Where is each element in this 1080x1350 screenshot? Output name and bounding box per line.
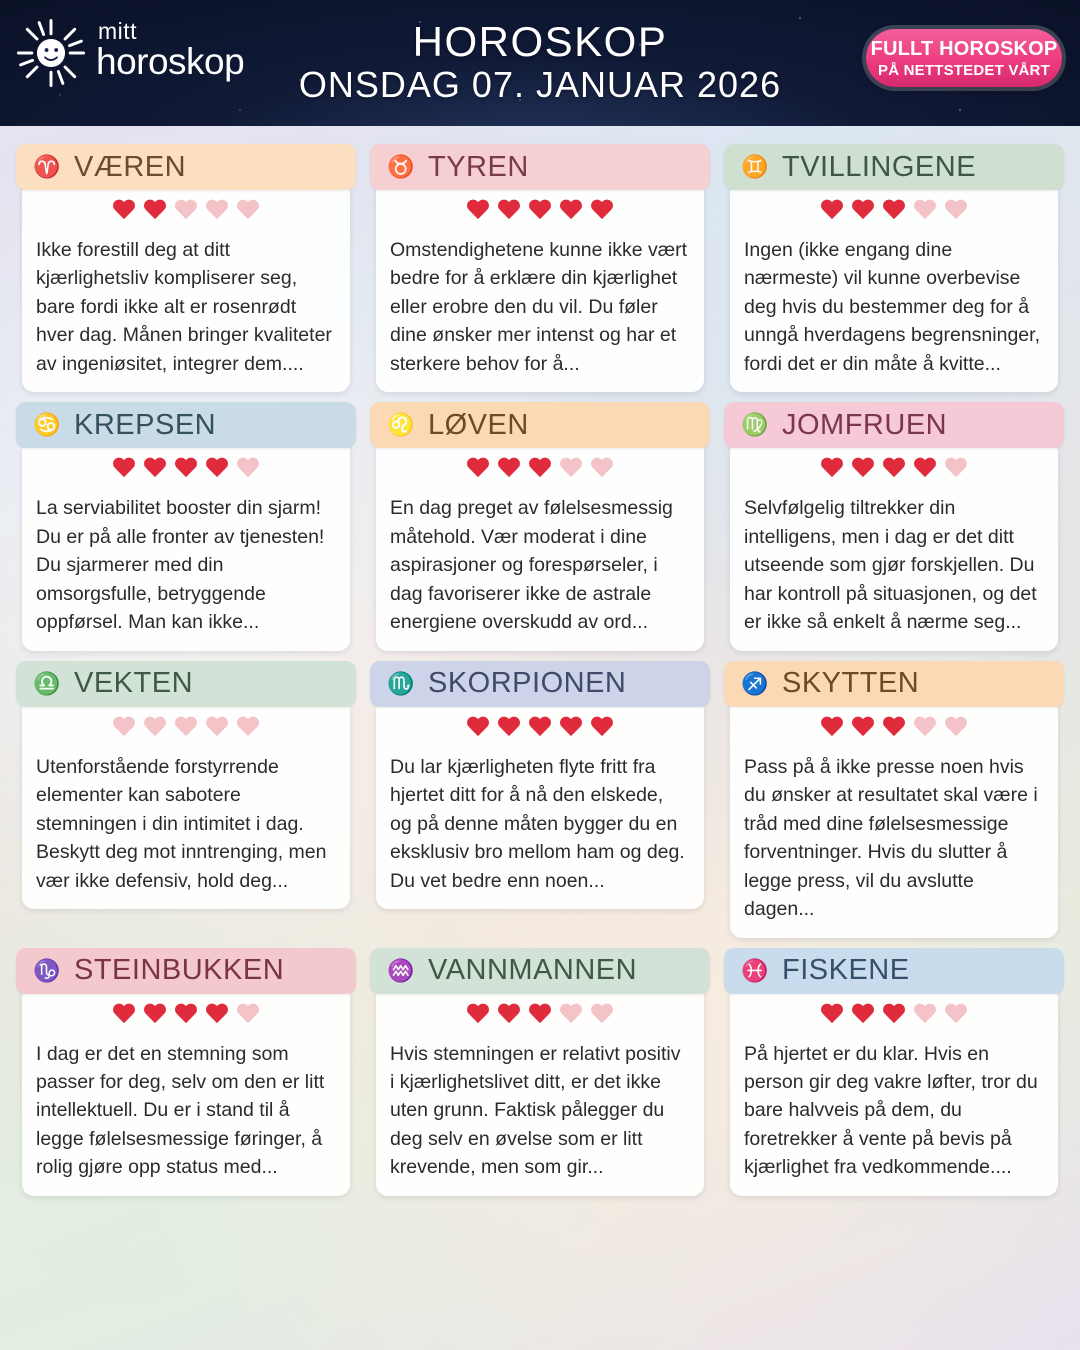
love-rating-heart [528, 200, 552, 222]
love-rating-heart [590, 1004, 614, 1026]
gemini-masks-icon: ♊ [741, 154, 769, 179]
love-rating [390, 1004, 690, 1026]
page-title: HOROSKOP [412, 18, 668, 65]
love-rating-heart [205, 717, 229, 739]
horoscope-text: Hvis stemningen er relativt positiv i kjærlighetslivet ditt, er det ikke uten grunn. Faktisk pålegger du deg selv en øvelse som er litt krevende, men som gir... [390, 1042, 681, 1179]
love-rating-heart [497, 717, 521, 739]
love-rating-heart [851, 1004, 875, 1026]
love-rating-heart [882, 1004, 906, 1026]
horoscope-text: I dag er det en stemning som passer for deg, selv om den er litt intellektuell. Du er i stand til å legge følelsesmessige føringer, å rolig gjøre opp status med... [36, 1042, 325, 1179]
sign-name: VÆREN [74, 150, 187, 183]
love-rating [36, 717, 336, 739]
love-rating-heart [143, 458, 167, 480]
love-rating-heart [466, 458, 490, 480]
love-rating-heart [174, 200, 198, 222]
horoscope-text: La serviabilitet booster din sjarm! Du er på alle fronter av tjenesten! Du sjarmerer med din omsorgsfulle, betryggende oppførsel. Man kan ikke... [36, 497, 325, 634]
horoscope-text: Ikke forestill deg at ditt kjærlighetsliv kompliserer seg, bare fordi ikke alt er rosenrødt hver dag. Månen bringer kvaliteter av ingeniøsitet, integrer dem.... [36, 239, 332, 375]
love-rating-heart [944, 200, 968, 222]
horoscope-card[interactable] [724, 948, 1064, 1196]
card-header[interactable] [724, 144, 1064, 190]
love-rating [744, 717, 1044, 739]
card-body [376, 699, 704, 909]
love-rating-heart [820, 458, 844, 480]
love-rating [36, 200, 336, 222]
card-body [22, 699, 350, 909]
love-rating-heart [944, 458, 968, 480]
horoscope-text: Utenforstående forstyrrende elementer kan sabotere stemningen i din intimitet i dag. Beskytt deg mot inntrenging, men vær ikke defensiv, hold deg... [36, 755, 327, 892]
love-rating-heart [913, 200, 937, 222]
card-header[interactable] [16, 144, 356, 190]
cta-line-2: PÅ NETTSTEDET VÅRT [878, 61, 1050, 79]
love-rating [744, 200, 1044, 222]
love-rating-heart [559, 458, 583, 480]
horoscope-text: Pass på å ikke presse noen hvis du ønsker at resultatet skal være i tråd med dine følelsesmessige forventninger. Hvis du slutter å legge press, vil du avslutte dagen... [744, 755, 1038, 921]
love-rating-heart [913, 717, 937, 739]
card-body [376, 986, 704, 1196]
love-rating-heart [112, 458, 136, 480]
love-rating [36, 458, 336, 480]
capricorn-goat-icon: ♑ [33, 957, 61, 983]
card-body [730, 699, 1058, 938]
sagittarius-bow-icon: ♐ [741, 670, 769, 696]
horoscope-card[interactable] [724, 144, 1064, 392]
card-header[interactable] [16, 402, 356, 448]
sign-name: VEKTEN [74, 667, 194, 700]
love-rating-heart [497, 458, 521, 480]
sign-name: JOMFRUEN [782, 408, 948, 441]
love-rating-heart [913, 458, 937, 480]
love-rating-heart [528, 1004, 552, 1026]
love-rating-heart [820, 717, 844, 739]
card-header[interactable] [724, 402, 1064, 448]
horoscope-card[interactable] [370, 402, 710, 650]
card-body [22, 182, 350, 392]
sign-name: SKYTTEN [782, 667, 920, 700]
sign-name: TYREN [428, 150, 529, 183]
love-rating-heart [851, 200, 875, 222]
card-body [730, 440, 1058, 650]
love-rating-heart [236, 1004, 260, 1026]
brand-line-1: mitt [98, 18, 138, 44]
love-rating-heart [882, 458, 906, 480]
love-rating-heart [882, 717, 906, 739]
card-body [730, 986, 1058, 1196]
page-header [0, 0, 1080, 126]
love-rating-heart [851, 458, 875, 480]
love-rating-heart [590, 717, 614, 739]
card-header[interactable] [724, 948, 1064, 994]
love-rating [36, 1004, 336, 1026]
card-header[interactable] [370, 144, 710, 190]
card-header[interactable] [370, 948, 710, 994]
love-rating-heart [590, 200, 614, 222]
horoscope-card[interactable] [370, 948, 710, 1196]
love-rating-heart [559, 200, 583, 222]
sign-name: KREPSEN [74, 408, 217, 441]
love-rating [744, 1004, 1044, 1026]
love-rating [744, 458, 1044, 480]
love-rating [390, 458, 690, 480]
cta-line-1: FULLT HOROSKOP [870, 37, 1058, 60]
card-body [376, 440, 704, 650]
love-rating-heart [590, 458, 614, 480]
leo-lion-icon: ♌ [387, 412, 415, 438]
horoscope-card[interactable] [724, 402, 1064, 650]
love-rating-heart [174, 458, 198, 480]
sign-name: TVILLINGENE [782, 150, 977, 183]
horoscope-card[interactable] [16, 144, 356, 392]
love-rating-heart [913, 1004, 937, 1026]
card-header[interactable] [370, 661, 710, 707]
love-rating-heart [851, 717, 875, 739]
horoscope-text: En dag preget av følelsesmessig måtehold. Vær moderat i dine aspirasjoner og forespørseler, i dag favoriserer ikke de astrale energiene overskudd av ord... [390, 497, 673, 634]
love-rating-heart [112, 717, 136, 739]
love-rating [390, 717, 690, 739]
love-rating-heart [466, 200, 490, 222]
pisces-fish-icon: ♓ [741, 957, 769, 983]
card-header[interactable] [16, 661, 356, 707]
love-rating-heart [143, 1004, 167, 1026]
card-body [22, 986, 350, 1196]
horoscope-text: Ingen (ikke engang dine nærmeste) vil kunne overbevise deg hvis du bestemmer deg for å unngå hverdagens begrensninger, fordi det er din måte å kvitte... [744, 239, 1040, 375]
love-rating-heart [236, 458, 260, 480]
card-header[interactable] [16, 948, 356, 994]
horoscope-card[interactable] [724, 661, 1064, 938]
card-body [376, 182, 704, 392]
love-rating-heart [944, 717, 968, 739]
aquarius-waterbearer-icon: ♒ [387, 957, 415, 983]
love-rating-heart [497, 1004, 521, 1026]
love-rating-heart [174, 717, 198, 739]
brand-line-2: horoskop [96, 41, 245, 82]
horoscope-card[interactable] [16, 948, 356, 1196]
horoscope-text: På hjertet er du klar. Hvis en person gir deg vakre løfter, tror du bare halvveis på dem, du foretrekker å vente på bevis på kjærlighet fra vedkommende.... [744, 1042, 1038, 1179]
love-rating-heart [143, 200, 167, 222]
card-body [22, 440, 350, 650]
love-rating-heart [466, 1004, 490, 1026]
love-rating-heart [528, 458, 552, 480]
love-rating-heart [820, 200, 844, 222]
love-rating-heart [497, 200, 521, 222]
love-rating-heart [882, 200, 906, 222]
card-header[interactable] [370, 402, 710, 448]
scorpio-scorpion-icon: ♏ [387, 670, 415, 696]
card-header[interactable] [724, 661, 1064, 707]
libra-scales-icon: ♎ [33, 670, 61, 696]
horoscope-text: Selvfølgelig tiltrekker din intelligens, men i dag er det ditt utseende som gjør forskjellen. Du har kontroll på situasjonen, og det er ikke så enkelt å nærme seg... [744, 497, 1037, 634]
love-rating-heart [559, 717, 583, 739]
full-horoscope-button[interactable] [866, 29, 1062, 87]
sign-name: SKORPIONEN [428, 667, 627, 700]
sign-name: FISKENE [782, 954, 910, 986]
horoscope-card[interactable] [16, 402, 356, 650]
love-rating-heart [205, 1004, 229, 1026]
love-rating-heart [236, 200, 260, 222]
love-rating-heart [528, 717, 552, 739]
horoscope-text: Du lar kjærligheten flyte fritt fra hjertet ditt for å nå den elskede, og på denne måten bygger du en eksklusiv bro mellom ham og deg. Du vet bedre enn noen... [390, 755, 685, 892]
horoscope-card[interactable] [370, 144, 710, 392]
love-rating-heart [236, 717, 260, 739]
love-rating-heart [944, 1004, 968, 1026]
horoscope-grid [0, 126, 1080, 1210]
love-rating-heart [205, 458, 229, 480]
love-rating [390, 200, 690, 222]
love-rating-heart [143, 717, 167, 739]
love-rating-heart [174, 1004, 198, 1026]
love-rating-heart [820, 1004, 844, 1026]
horoscope-card[interactable] [16, 661, 356, 938]
card-body [730, 182, 1058, 392]
horoscope-text: Omstendighetene kunne ikke vært bedre for å erklære din kjærlighet eller erobre den du vil. Du føler dine ønsker mer intenst og har et sterkere behov for å... [390, 239, 687, 375]
love-rating-heart [112, 1004, 136, 1026]
love-rating-heart [559, 1004, 583, 1026]
page-date: ONSDAG 07. JANUAR 2026 [298, 64, 782, 105]
aries-ram-icon: ♈ [33, 154, 61, 179]
virgo-maiden-icon: ♍ [741, 412, 769, 438]
love-rating-heart [205, 200, 229, 222]
sign-name: VANNMANNEN [428, 954, 638, 986]
sign-name: LØVEN [428, 408, 529, 441]
love-rating-heart [466, 717, 490, 739]
taurus-bull-icon: ♉ [387, 154, 415, 179]
love-rating-heart [112, 200, 136, 222]
horoscope-card[interactable] [370, 661, 710, 938]
cancer-crab-icon: ♋ [33, 412, 61, 438]
sign-name: STEINBUKKEN [74, 954, 285, 986]
